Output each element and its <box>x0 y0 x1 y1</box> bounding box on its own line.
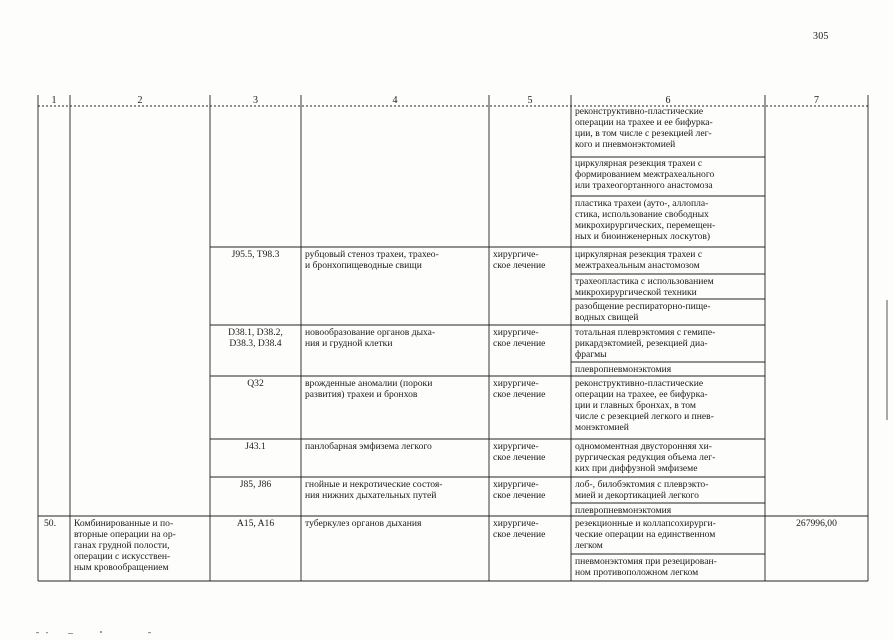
method-cell <box>575 479 708 501</box>
scan-artifact-marks <box>30 628 160 638</box>
method-line: стика, использование свободных <box>575 209 709 220</box>
header-col-2: 2 <box>137 95 143 106</box>
header-col-4: 4 <box>392 95 398 106</box>
patient-model: панлобарная эмфизема легкого <box>305 441 432 452</box>
method-line: ном противоположном легком <box>575 567 699 578</box>
model-line: ния и грудной клетки <box>305 338 393 349</box>
treatment-line: хирургиче- <box>493 327 539 338</box>
method-line: фрагмы <box>575 349 607 360</box>
method-cell <box>575 301 711 323</box>
header-col-1: 1 <box>51 95 57 106</box>
model-line: новообразование органов дыха- <box>305 327 436 338</box>
method-line: мией и декортикацией легкого <box>575 490 699 501</box>
method-cell <box>575 158 714 191</box>
patient-model <box>305 479 443 501</box>
method-line: реконструктивно-пластические <box>575 378 704 389</box>
method-cell <box>575 556 717 578</box>
scan-edge-line <box>884 300 890 420</box>
method-cell <box>575 327 715 360</box>
method-cell <box>575 276 714 298</box>
header-col-6: 6 <box>665 95 671 106</box>
icd-codes: J85, J86 <box>239 479 272 490</box>
name-line: ганах грудной полости, <box>74 540 170 551</box>
model-line: гнойные и некротические состоя- <box>305 479 443 490</box>
treatment-line: ское лечение <box>493 389 546 400</box>
method-line: трахеопластика с использованием <box>575 276 714 287</box>
method-cell <box>575 198 715 242</box>
patient-model <box>305 378 432 400</box>
icd-codes: A15, A16 <box>236 518 275 529</box>
code-line: D38.1, D38.2, <box>228 327 283 338</box>
service-name <box>74 518 176 573</box>
treatment-type <box>493 249 545 271</box>
icd-codes: Q32 <box>247 378 264 389</box>
method-line: формированием межтрахеального <box>575 169 715 180</box>
page-number: 305 <box>813 31 829 42</box>
icd-codes <box>210 327 301 349</box>
method-line: или трахеогортанного анастомоза <box>575 180 713 191</box>
name-line: Комбинированные и по- <box>74 518 174 529</box>
method-line: рикардэктомией, резекцией диа- <box>575 338 708 349</box>
name-line: операции с искусствен- <box>74 551 171 562</box>
treatment-type <box>493 479 545 501</box>
method-cell <box>575 518 716 551</box>
model-line: врожденные аномалии (пороки <box>305 378 433 389</box>
method-line: ких при диффузной эмфиземе <box>575 463 698 474</box>
method-line: ческие операции на единственном <box>575 529 716 540</box>
method-cell <box>575 441 715 474</box>
method-line: микрохирургической техники <box>575 287 697 298</box>
method-line: разобщение респираторно-пище- <box>575 301 711 312</box>
treatment-type <box>493 327 545 349</box>
method-line: резекционные и коллапсохирурги- <box>575 518 716 529</box>
method-cell <box>575 106 713 150</box>
treatment-line: ское лечение <box>493 452 546 463</box>
treatment-line: ское лечение <box>493 338 546 349</box>
method-line: тотальная плеврэктомия с гемипе- <box>575 327 716 338</box>
name-line: вторные операции на ор- <box>74 529 176 540</box>
method-line: числе с резекцией легкого и пнев- <box>575 411 714 422</box>
method-line: межтрахеальным анастомозом <box>575 260 700 271</box>
icd-codes: J43.1 <box>245 441 266 452</box>
method-line: реконструктивно-пластические <box>575 106 704 117</box>
icd-codes: J95.5, T98.3 <box>231 249 280 260</box>
method-line: лоб-, билобэктомия с плеврэкто- <box>575 479 709 490</box>
method-cell <box>575 249 702 271</box>
method-line: легком <box>575 540 603 551</box>
header-col-7: 7 <box>814 95 819 106</box>
patient-model <box>305 249 439 271</box>
model-line: развития) трахеи и бронхов <box>305 389 418 400</box>
method-line: пневмонэктомия при резецирован- <box>575 556 717 567</box>
treatment-line: ское лечение <box>493 529 546 540</box>
treatment-line: ское лечение <box>493 490 546 501</box>
method-line: циркулярная резекция трахеи с <box>575 249 703 260</box>
model-line: ния нижних дыхательных путей <box>305 490 437 501</box>
header-col-5: 5 <box>527 95 533 106</box>
method-line: водных свищей <box>575 312 639 323</box>
treatment-type <box>493 518 545 540</box>
method-line: микрохирургических, перемещен- <box>575 220 716 231</box>
method-line: монэктомией <box>575 422 629 433</box>
method-line: ции, в том числе с резекцией лег- <box>575 128 712 139</box>
method-line: операции на трахее и ее бифурка- <box>575 117 713 128</box>
method-line: операции на трахее, ее бифурка- <box>575 389 708 400</box>
header-col-3: 3 <box>253 95 258 106</box>
table-grid-lines <box>38 95 868 581</box>
model-line: и бронхопищеводные свищи <box>305 260 422 271</box>
method-line: ции и главных бронхах, в том <box>575 400 696 411</box>
method-line: пластика трахеи (ауто-, аллопла- <box>575 198 709 209</box>
treatment-line: хирургиче- <box>493 518 539 529</box>
procedures-table <box>38 95 868 581</box>
treatment-line: хирургиче- <box>493 378 539 389</box>
treatment-line: хирургиче- <box>493 441 539 452</box>
method-line: ных и биоинженерных лоскутов) <box>575 231 711 242</box>
method-line: рургическая редукция объема лег- <box>575 452 716 463</box>
method-line: одномоментная двусторонняя хи- <box>575 441 712 452</box>
method-line: кого и пневмонэктомией <box>575 139 676 150</box>
model-line: рубцовый стеноз трахеи, трахео- <box>305 249 439 260</box>
method-cell: плевропневмонэктомия <box>575 505 672 516</box>
patient-model: туберкулез органов дыхания <box>305 518 422 529</box>
method-line: циркулярная резекция трахеи с <box>575 158 703 169</box>
treatment-line: хирургиче- <box>493 249 539 260</box>
treatment-type <box>493 378 545 400</box>
method-cell <box>575 378 714 433</box>
price-value: 267996,00 <box>796 518 837 529</box>
patient-model <box>305 327 435 349</box>
treatment-line: ское лечение <box>493 260 546 271</box>
code-line: D38.3, D38.4 <box>229 338 282 349</box>
method-cell: плевропневмонэктомия <box>575 364 672 375</box>
name-line: ным кровообращением <box>74 562 169 573</box>
row-number: 50. <box>44 518 56 529</box>
treatment-line: хирургиче- <box>493 479 539 490</box>
treatment-type <box>493 441 545 463</box>
